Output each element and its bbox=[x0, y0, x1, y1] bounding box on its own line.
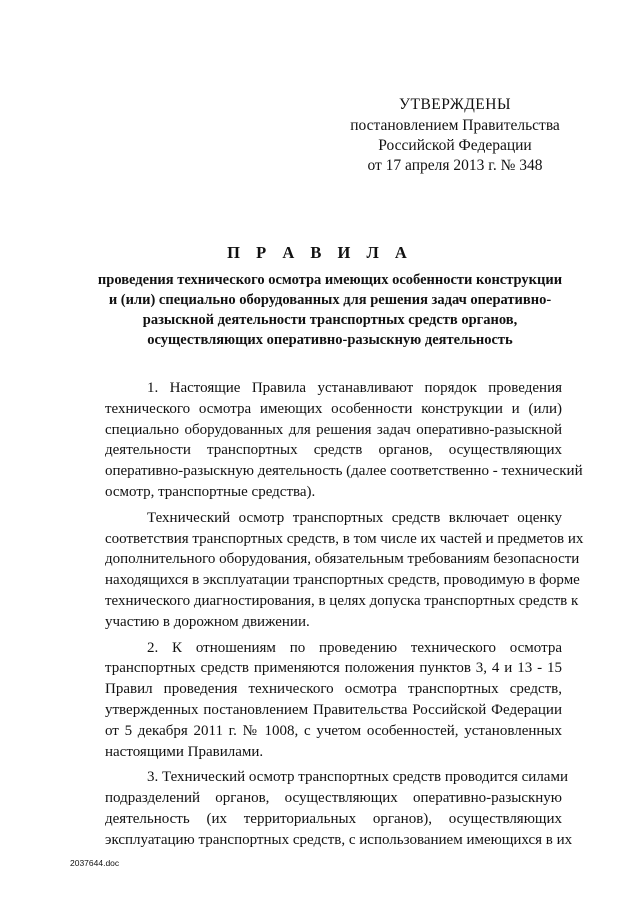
footer-filename: 2037644.doc bbox=[70, 858, 120, 868]
text-line: эксплуатацию транспортных средств, с использованием имеющихся в их bbox=[105, 831, 573, 848]
approval-block bbox=[330, 95, 580, 176]
approval-date-number: от 17 апреля 2013 г. № 348 bbox=[367, 157, 543, 174]
subtitle-line: и (или) специально оборудованных для решения задач оперативно- bbox=[108, 292, 552, 308]
text-line: участию в дорожном движении. bbox=[105, 613, 310, 630]
text-line: находящихся в эксплуатации транспортных средств, проводимую в форме bbox=[105, 572, 580, 589]
text-line: настоящими Правилами. bbox=[105, 743, 264, 760]
text-line: деятельности транспортных средств органов, осуществляющих bbox=[105, 442, 562, 459]
subtitle-line: осуществляющих оперативно-разыскную деятельность bbox=[147, 332, 513, 348]
text-line: 3. Технический осмотр транспортных средств проводится силами bbox=[147, 769, 568, 786]
subtitle-line: разыскной деятельности транспортных средств органов, bbox=[142, 312, 518, 328]
document-subtitle bbox=[85, 270, 575, 350]
text-line: оперативно-разыскную деятельность (далее соответственно - технический bbox=[105, 463, 583, 480]
text-line: Правил проведения технического осмотра транспортных средств, bbox=[105, 681, 562, 698]
text-line: деятельность (их территориальных органов), осуществляющих bbox=[105, 810, 562, 827]
text-line: технического осмотра имеющих особенности конструкции и (или) bbox=[105, 400, 562, 417]
approval-line: Российской Федерации bbox=[378, 137, 532, 154]
text-line: осмотр, транспортные средства). bbox=[105, 483, 316, 500]
paragraph-4 bbox=[105, 767, 573, 850]
text-line: соответствия транспортных средств, в том числе их частей и предметов их bbox=[105, 530, 584, 547]
text-line: утвержденных постановлением Правительства Российской Федерации bbox=[105, 701, 562, 718]
paragraph-1 bbox=[105, 378, 583, 503]
paragraph-2 bbox=[105, 508, 584, 633]
document-title: П Р А В И Л А bbox=[227, 243, 413, 262]
text-line: дополнительного оборудования, обязательным требованиям безопасности bbox=[105, 551, 580, 568]
subtitle-line: проведения технического осмотра имеющих особенности конструкции bbox=[97, 272, 563, 288]
text-line: 2. К отношениям по проведению технического осмотра bbox=[147, 639, 562, 656]
text-line: специально оборудованных для решения задач оперативно-разыскной bbox=[105, 421, 562, 438]
text-line: подразделений органов, осуществляющих оперативно-разыскную bbox=[105, 790, 562, 807]
text-line: 1. Настоящие Правила устанавливают порядок проведения bbox=[147, 380, 562, 396]
paragraph-3 bbox=[105, 638, 562, 763]
approval-title: УТВЕРЖДЕНЫ bbox=[399, 96, 511, 113]
text-line: технического диагностирования, в целях допуска транспортных средств к bbox=[105, 592, 579, 609]
text-line: от 5 декабря 2011 г. № 1008, с учетом особенностей, установленных bbox=[105, 722, 562, 739]
text-line: Технический осмотр транспортных средств включает оценку bbox=[147, 509, 562, 526]
document-body bbox=[105, 378, 584, 856]
text-line: транспортных средств применяются положения пунктов 3, 4 и 13 - 15 bbox=[105, 660, 562, 677]
approval-line: постановлением Правительства bbox=[350, 117, 560, 134]
